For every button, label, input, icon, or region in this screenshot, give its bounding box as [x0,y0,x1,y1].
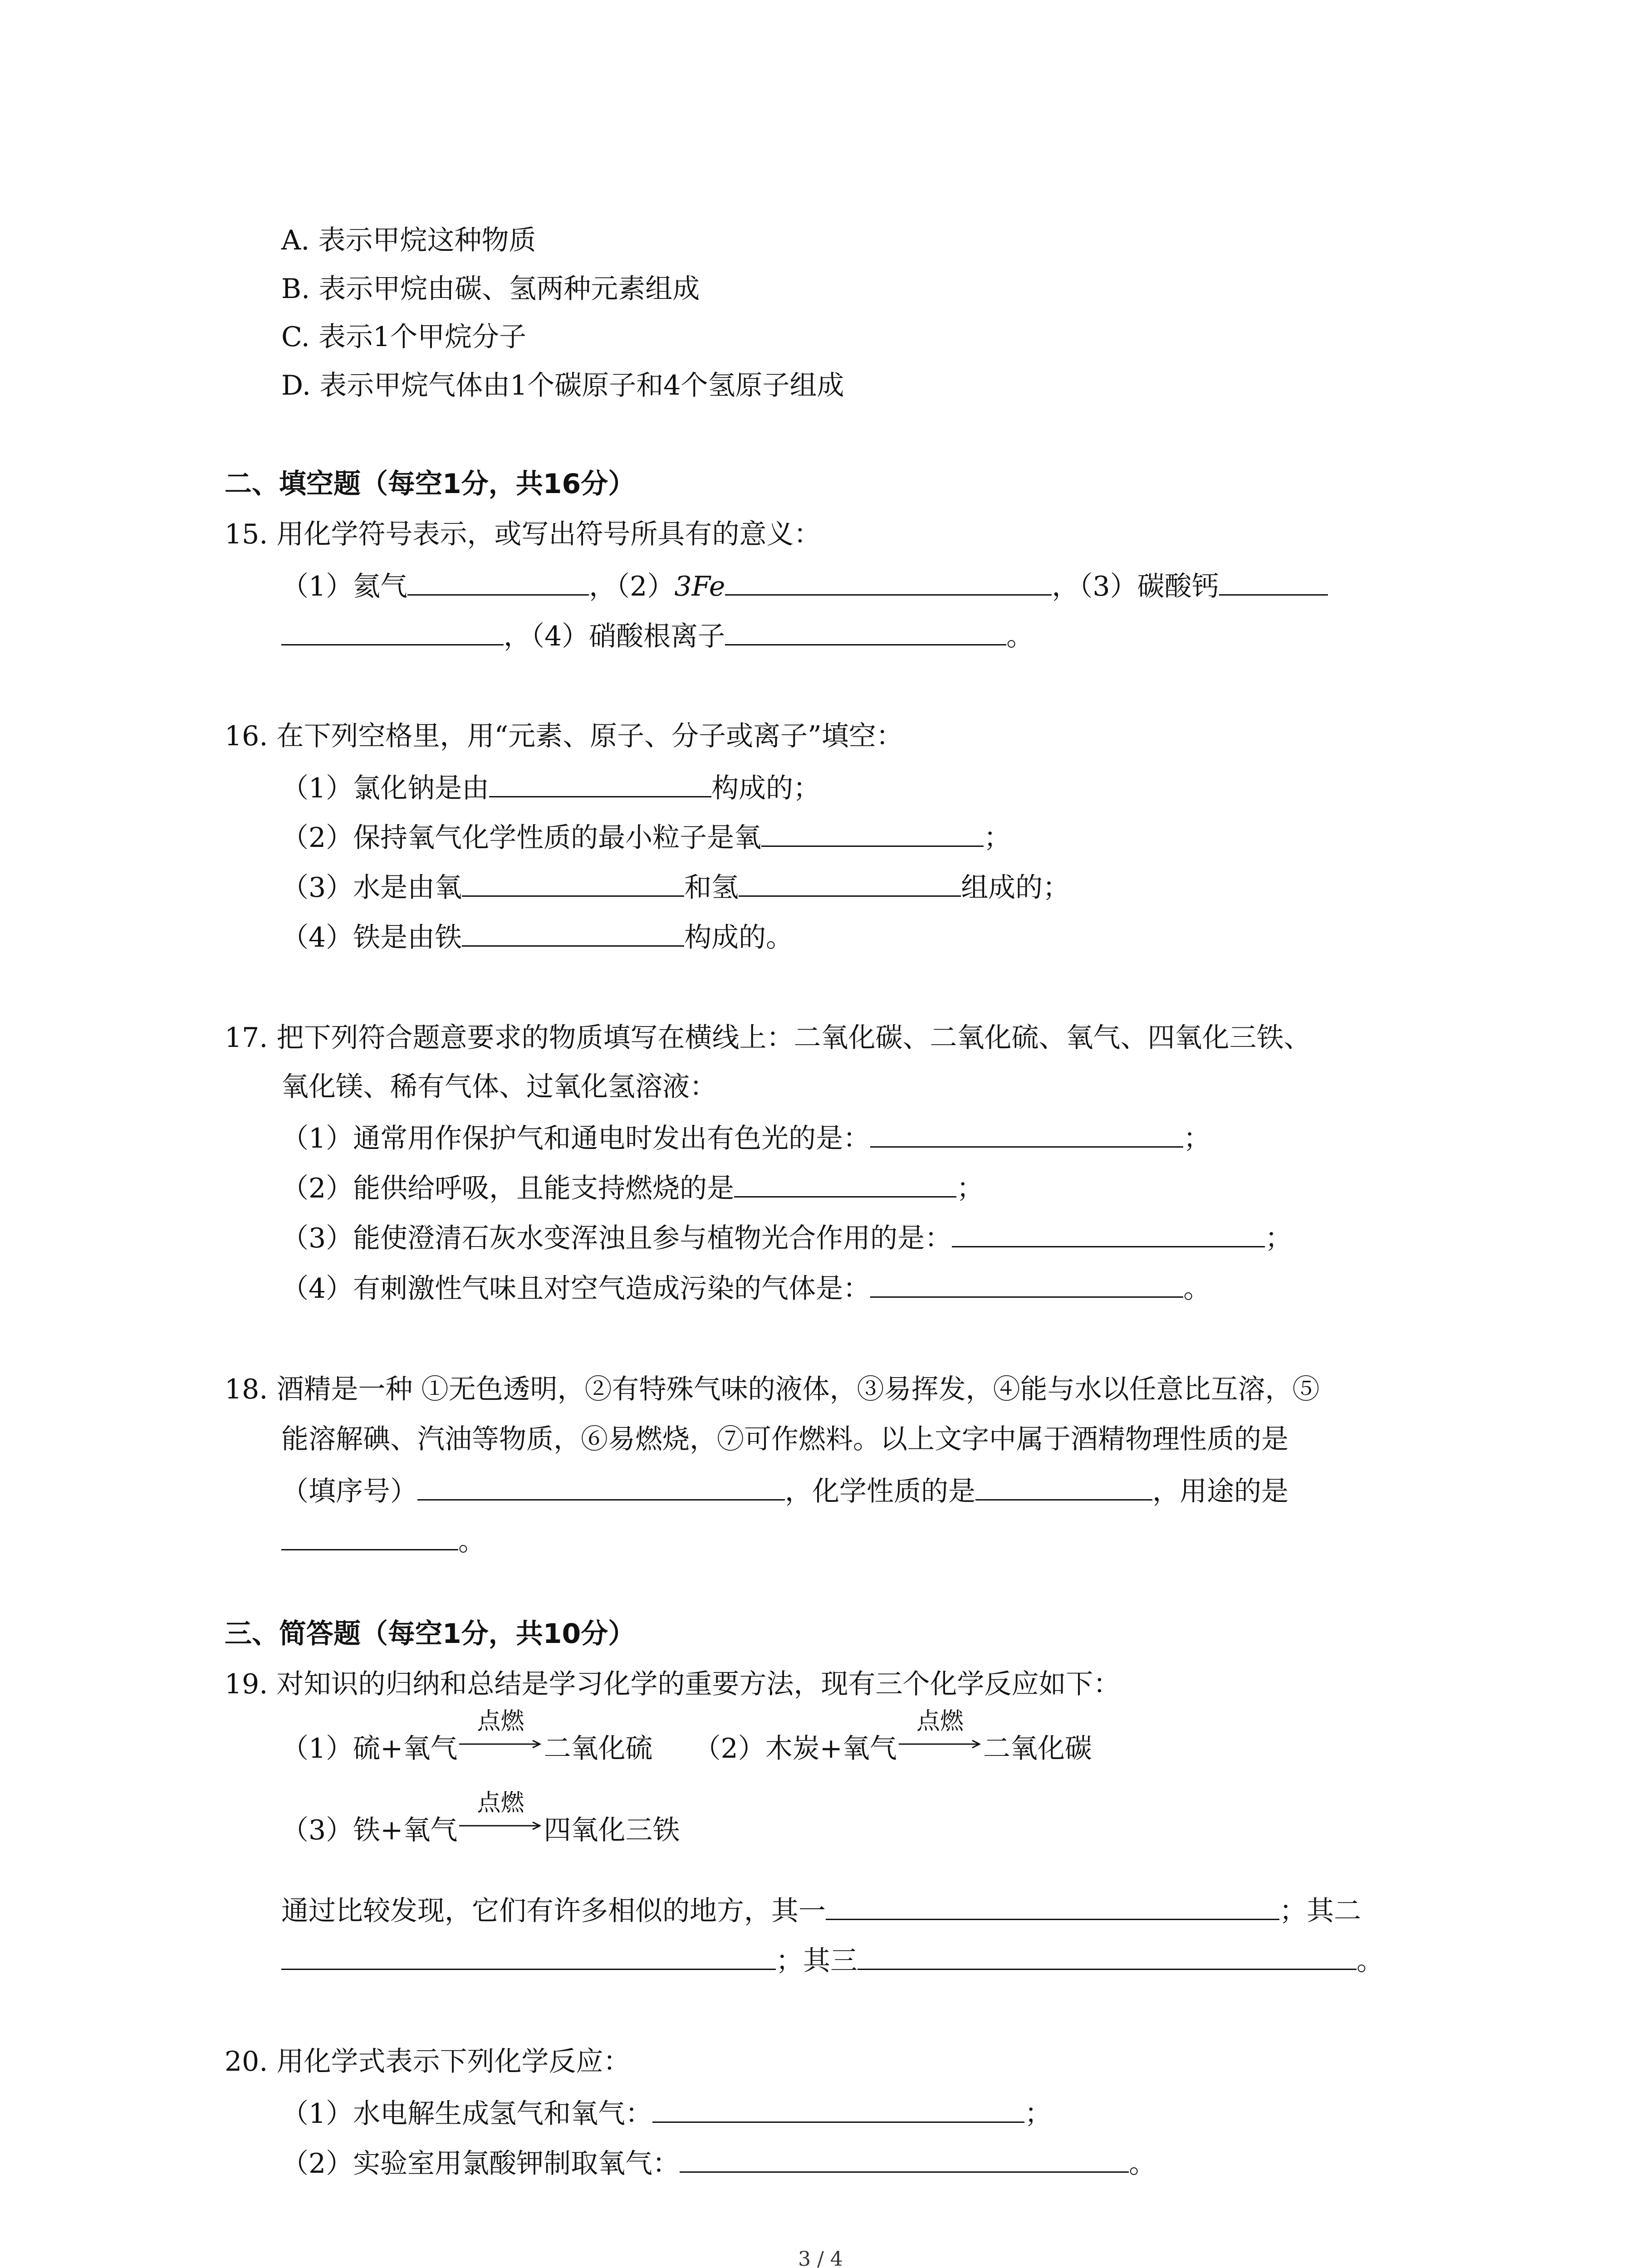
q19-r2-product: 二氧化碳 [983,1733,1092,1765]
q17-line2 [281,1173,984,1202]
q15-sep1: ，（2） [589,571,675,602]
q15-blank-3a[interactable] [1219,571,1328,596]
reaction-arrow-2 [897,1708,983,1758]
reaction-condition-3: 点燃 [477,1789,524,1817]
q15-end: 。 [1006,621,1034,652]
q17-blank-3[interactable] [952,1222,1265,1247]
q18-l3-end: ，用途的是 [1152,1476,1288,1507]
q15-blank-1[interactable] [407,571,589,596]
q19-reaction-3 [281,1789,680,1846]
q17-l4-end: 。 [1183,1273,1211,1305]
page-number: 3 / 4 [798,2248,843,2268]
q16-l1-end: 构成的； [711,772,821,804]
q19-cmp3-text: ；其三 [776,1945,857,1977]
q19-r3-reactants: （3）铁+氧气 [281,1814,458,1846]
q15-line1 [281,571,1328,600]
q15-blank-3b[interactable] [281,621,504,645]
q16-line1 [281,772,820,802]
q17-blank-4[interactable] [870,1273,1183,1298]
q16-blank-3[interactable] [462,872,684,897]
q15-line2 [281,621,1034,650]
q16-stem: 16. 在下列空格里，用“元素、原子、分子或离子”填空： [225,720,903,752]
q14-option-a: A. 表示甲烷这种物质 [281,225,536,256]
q20-stem: 20. 用化学式表示下列化学反应： [225,2046,631,2077]
q17-line3 [281,1222,1292,1252]
arrow-icon [897,1739,983,1750]
q17-line4 [281,1273,1211,1305]
q19-r1-product: 二氧化硫 [544,1733,653,1765]
q17-l2-end: ； [956,1173,984,1204]
reaction-arrow-3 [457,1789,544,1839]
q17-stem-1: 17. 把下列符合题意要求的物质填写在横线上：二氧化碳、二氧化硫、氧气、四氧化三铁、 [225,1022,1311,1054]
q18-l3-text: （填序号） [281,1476,417,1507]
q15-stem: 15. 用化学符号表示，或写出符号所具有的意义： [225,518,821,550]
q20-l2-text: （2）实验室用氯酸钾制取氧气： [281,2148,680,2180]
q15-blank-2[interactable] [725,571,1052,596]
q16-l3-end: 组成的； [961,872,1070,904]
q19-stem: 19. 对知识的归纳和总结是学习化学的重要方法，现有三个化学反应如下： [225,1668,1121,1700]
q19-compare-line1 [281,1895,1361,1925]
reaction-condition-2: 点燃 [916,1708,964,1735]
q16-l4-text: （4）铁是由铁 [281,922,462,953]
q15-symbol: 3Fe [674,571,725,602]
q18-blank-physical[interactable] [417,1476,785,1501]
q17-blank-2[interactable] [734,1173,956,1198]
section2-heading: 二、填空题（每空1分，共16分） [225,468,636,500]
q17-line1 [281,1123,1210,1152]
q16-l4-end: 构成的。 [684,922,794,953]
q16-l3-mid: 和氢 [684,872,739,904]
q20-l1-end: ； [1024,2098,1052,2130]
q14-option-b: B. 表示甲烷由碳、氢两种元素组成 [281,273,700,305]
q20-blank-2[interactable] [680,2148,1129,2173]
q19-blank-3[interactable] [857,1945,1357,1970]
q18-line3 [281,1476,1288,1505]
q16-line4 [281,922,793,951]
q15-part1: （1）氦气 [281,571,408,602]
q16-l1-text: （1）氯化钠是由 [281,772,490,804]
arrow-icon [457,1820,544,1831]
q19-r3-product: 四氧化三铁 [544,1814,680,1846]
q18-line1: 18. 酒精是一种 ①无色透明，②有特殊气味的液体，③易挥发，④能与水以任意比互溶，⑤ [225,1374,1320,1405]
q20-line1 [281,2098,1052,2130]
q17-blank-1[interactable] [870,1123,1183,1148]
q19-r2-reactants: （2）木炭+氧气 [693,1733,897,1765]
q19-cmp1-text: 通过比较发现，它们有许多相似的地方，其一 [281,1895,826,1927]
q19-blank-1[interactable] [826,1895,1279,1920]
q14-option-c: C. 表示1个甲烷分子 [281,321,527,353]
q17-l1-text: （1）通常用作保护气和通电时发出有色光的是： [281,1123,871,1154]
q16-line2 [281,822,1011,854]
arrow-icon [457,1739,544,1750]
q18-l3-mid: ，化学性质的是 [785,1476,975,1507]
q16-blank-5[interactable] [462,922,684,947]
q16-line3 [281,872,1070,904]
q16-l2-text: （2）保持氧气化学性质的最小粒子是氧 [281,822,762,854]
q18-line4 [281,1525,485,1555]
reaction-condition-1: 点燃 [477,1708,524,1735]
q17-l3-text: （3）能使澄清石灰水变浑浊且参与植物光合作用的是： [281,1222,952,1254]
section3-heading: 三、简答题（每空1分，共10分） [225,1618,636,1650]
q18-end: 。 [458,1525,485,1557]
q19-blank-2[interactable] [281,1945,776,1970]
q15-sep3: ，（4）硝酸根离子 [504,621,725,652]
q18-line2: 能溶解碘、汽油等物质，⑥易燃烧，⑦可作燃料。以上文字中属于酒精物理性质的是 [281,1423,1288,1455]
q17-stem-2: 氧化镁、稀有气体、过氧化氢溶液： [281,1071,717,1103]
q16-l3-text: （3）水是由氧 [281,872,462,904]
q19-compare-line2 [281,1945,1384,1975]
q16-l2-end: ； [984,822,1011,854]
q17-l4-text: （4）有刺激性气味且对空气造成污染的气体是： [281,1273,871,1305]
q17-l2-text: （2）能供给呼吸，且能支持燃烧的是 [281,1173,735,1204]
q20-line2 [281,2148,1156,2180]
q15-blank-4[interactable] [725,621,1006,645]
q20-l2-end: 。 [1129,2148,1156,2180]
q20-l1-text: （1）水电解生成氢气和氧气： [281,2098,653,2130]
q18-blank-use[interactable] [281,1525,458,1550]
q19-end: 。 [1357,1945,1384,1977]
q14-option-d: D. 表示甲烷气体由1个碳原子和4个氢原子组成 [281,370,844,401]
q17-l3-end: ； [1265,1222,1293,1254]
q19-r1-reactants: （1）硫+氧气 [281,1733,458,1765]
q18-blank-chemical[interactable] [975,1476,1152,1501]
q20-blank-1[interactable] [652,2098,1024,2123]
q17-l1-end: ； [1183,1123,1211,1154]
q19-cmp2-text: ；其二 [1279,1895,1361,1927]
q16-blank-1[interactable] [489,772,711,797]
q19-reactions-1-2 [281,1708,1092,1765]
q15-sep2: ，（3）碳酸钙 [1052,571,1219,602]
reaction-arrow-1 [457,1708,544,1758]
q16-blank-4[interactable] [739,872,961,897]
q16-blank-2[interactable] [761,822,984,847]
